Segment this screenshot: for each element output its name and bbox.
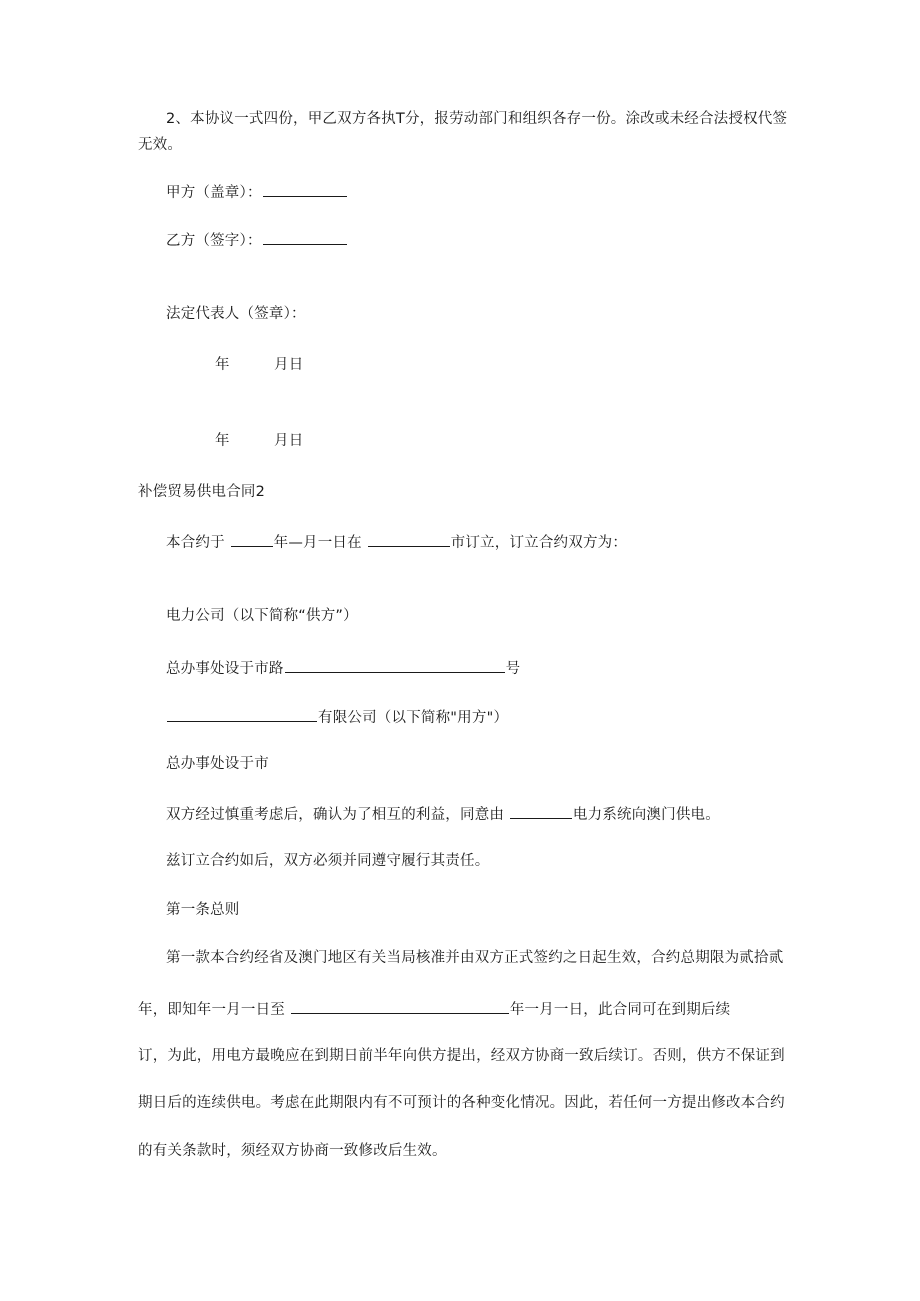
agreement-part-2: 电力系统向澳门供电。: [572, 807, 720, 823]
article-1-line-2-part-1: 年，即知年一月一日至: [138, 1002, 285, 1018]
user-company-blank: [167, 706, 317, 722]
supplier-office-part-1: 总办事处设于市路: [166, 661, 284, 677]
date-2-monthday: 月日: [274, 433, 304, 449]
user-office-line: 总办事处设于市: [166, 756, 269, 772]
intro-part-3: 市订立，订立合约双方为：: [450, 535, 628, 551]
end-date-blank: [291, 998, 509, 1014]
intro-part-2: 年—月一日在: [273, 535, 362, 551]
article-1-line-5: 的有关条款时，须经双方协商一致修改后生效。: [138, 1143, 447, 1159]
agreement-line: [166, 803, 720, 825]
supplier-office-part-2: 号: [505, 661, 521, 677]
party-b-label: 乙方（签字）：: [166, 233, 262, 249]
power-system-blank: [510, 803, 572, 819]
legal-rep-label: 法定代表人（签章）：: [166, 306, 306, 322]
article-1-line-1: 第一款本合约经省及澳门地区有关当局核准并由双方正式签约之日起生效，合约总期限为贰拾贰: [166, 950, 784, 966]
user-company-label: 有限公司（以下简称"用方"）: [318, 710, 509, 726]
article-1-line-3: 订，为此，用电方最晚应在到期日前半年向供方提出，经双方协商一致后续订。否则，供方不保证到: [138, 1048, 785, 1064]
clause-2-line-2: 无效。: [138, 137, 183, 153]
party-a-label: 甲方（盖章）：: [166, 185, 262, 201]
party-b-sign-line: [166, 229, 348, 251]
supplier-line: 电力公司（以下简称“供方”）: [166, 608, 358, 624]
party-a-seal-line: [166, 181, 348, 203]
article-1-line-2: [138, 998, 730, 1020]
contract-2-title: 补偿贸易供电合同2: [138, 484, 266, 500]
contract-intro-line: [166, 531, 627, 553]
party-b-blank: [263, 229, 347, 245]
intro-part-1: 本合约于: [166, 535, 225, 551]
user-company-line: [166, 706, 508, 728]
date-1-year: 年: [215, 357, 230, 373]
chapter-1-heading: 第一条总则: [166, 902, 240, 918]
clause-2-line-1: 2、本协议一式四份，甲乙双方各执T分，报劳动部门和组织各存一份。涂改或未经合法授权代签: [166, 111, 788, 127]
party-a-blank: [263, 181, 347, 197]
intro-year-blank: [231, 531, 273, 547]
obey-line: 兹订立合约如后，双方必须并同遵守履行其责任。: [166, 853, 490, 869]
article-1-line-2-part-2: 年一月一日，此合同可在到期后续: [509, 1002, 731, 1018]
date-1-monthday: 月日: [274, 357, 304, 373]
supplier-office-line: [166, 657, 520, 679]
article-1-line-4: 期日后的连续供电。考虑在此期限内有不可预计的各种变化情况。因此，若任何一方提出修改本合约: [138, 1095, 785, 1111]
supplier-road-blank: [285, 657, 505, 673]
date-2-year: 年: [215, 433, 230, 449]
intro-city-blank: [368, 531, 450, 547]
agreement-part-1: 双方经过慎重考虑后，确认为了相互的利益，同意由: [166, 807, 505, 823]
